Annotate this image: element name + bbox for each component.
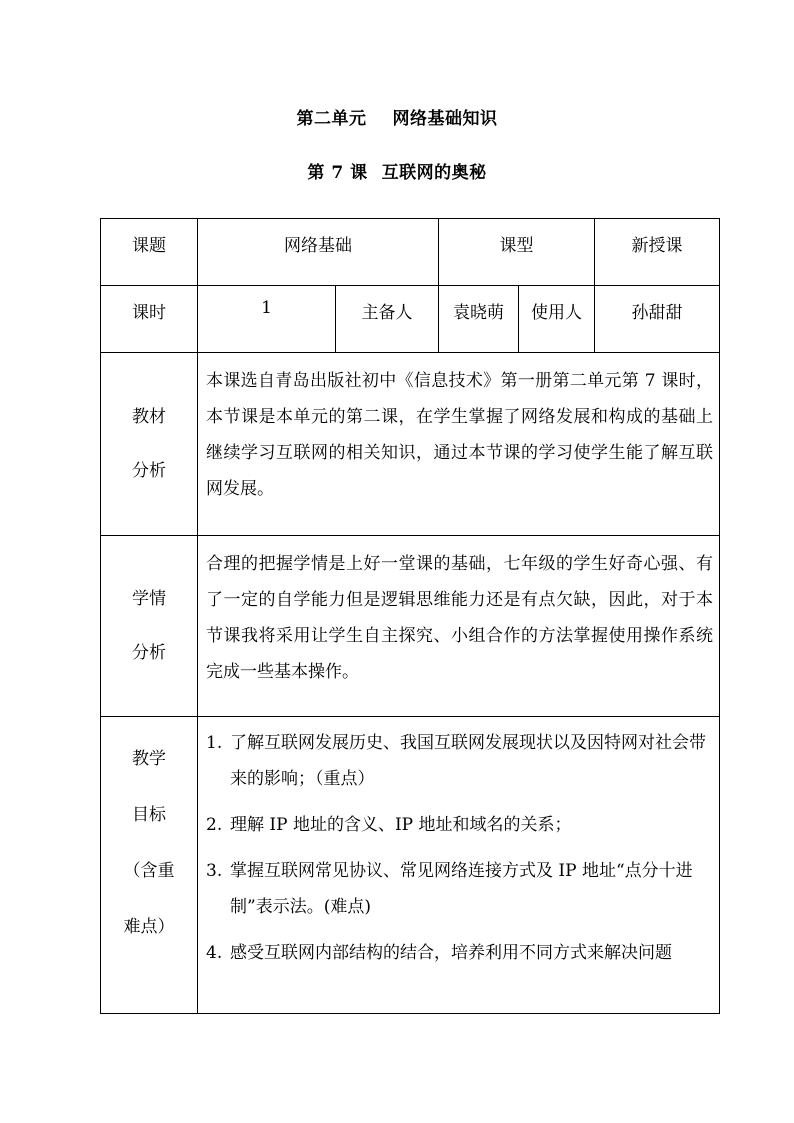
- goals-label-3: （含重: [123, 861, 175, 881]
- list-item: [206, 853, 713, 925]
- hours-label: 课时: [101, 286, 198, 353]
- goal-number: 4.: [206, 943, 223, 963]
- goals-label-1: 教学: [132, 749, 166, 769]
- students-text: 合理的把握学情是上好一堂课的基础，七年级的学生好奇心强、有了一定的自学能力但是逻辑思维能力还是有点欠缺，因此，对于本节课我将采用让学生自主探究、小组合作的方法掌握使用操作系统完成一些基本操作。: [198, 536, 720, 717]
- lesson-number: 第 7 课: [307, 163, 368, 183]
- lesson-name: 互联网的奥秘: [381, 163, 487, 183]
- unit-topic: 网络基础知识: [392, 109, 498, 129]
- type-label: 课型: [439, 219, 595, 286]
- topic-value: 网络基础: [198, 219, 439, 286]
- user-value: 孙甜甜: [595, 286, 720, 353]
- user-label: 使用人: [519, 286, 595, 353]
- list-item: [206, 807, 713, 843]
- goal-text: 了解互联网发展历史、我国互联网发展现状以及因特网对社会带来的影响；（重点）: [230, 733, 706, 789]
- material-text: 本课选自青岛出版社初中《信息技术》第一册第二单元第 7 课时，本节课是本单元的第二课，在学生掌握了网络发展和构成的基础上继续学习互联网的相关知识，通过本节课的学习使学生能了解互联网发展。: [198, 353, 720, 536]
- goals-list: [198, 717, 720, 1014]
- goal-number: 2.: [206, 815, 223, 835]
- students-label: [101, 536, 198, 717]
- goal-number: 1.: [206, 733, 223, 753]
- goals-label: [101, 717, 198, 1014]
- unit-title: [0, 104, 794, 129]
- goal-number: 3.: [206, 861, 223, 881]
- list-item: [206, 935, 713, 971]
- table-row: [101, 353, 720, 536]
- goal-text: 掌握互联网常见协议、常见网络连接方式及 IP 地址“点分十进制”表示法。(难点): [230, 861, 693, 917]
- goals-label-4: 难点）: [123, 917, 175, 937]
- students-label-2: 分析: [132, 643, 166, 663]
- unit-name: 第二单元: [296, 109, 367, 129]
- goals-label-2: 目标: [132, 805, 166, 825]
- preparer-value: 袁晓萌: [439, 286, 519, 353]
- table-row: [101, 286, 720, 353]
- material-label-1: 教材: [132, 407, 166, 427]
- lesson-title: [0, 158, 794, 183]
- preparer-label: 主备人: [336, 286, 439, 353]
- material-label-2: 分析: [132, 461, 166, 481]
- type-value: 新授课: [595, 219, 720, 286]
- goal-text: 理解 IP 地址的含义、IP 地址和域名的关系；: [230, 815, 572, 835]
- table-row: [101, 717, 720, 1014]
- material-label: [101, 353, 198, 536]
- hours-value: 1: [198, 286, 336, 353]
- students-label-1: 学情: [132, 589, 166, 609]
- topic-label: 课题: [101, 219, 198, 286]
- table-row: [101, 536, 720, 717]
- list-item: [206, 725, 713, 797]
- goal-text: 感受互联网内部结构的结合，培养利用不同方式来解决问题: [230, 943, 672, 963]
- lesson-plan-table: [100, 218, 720, 1014]
- table-row: [101, 219, 720, 286]
